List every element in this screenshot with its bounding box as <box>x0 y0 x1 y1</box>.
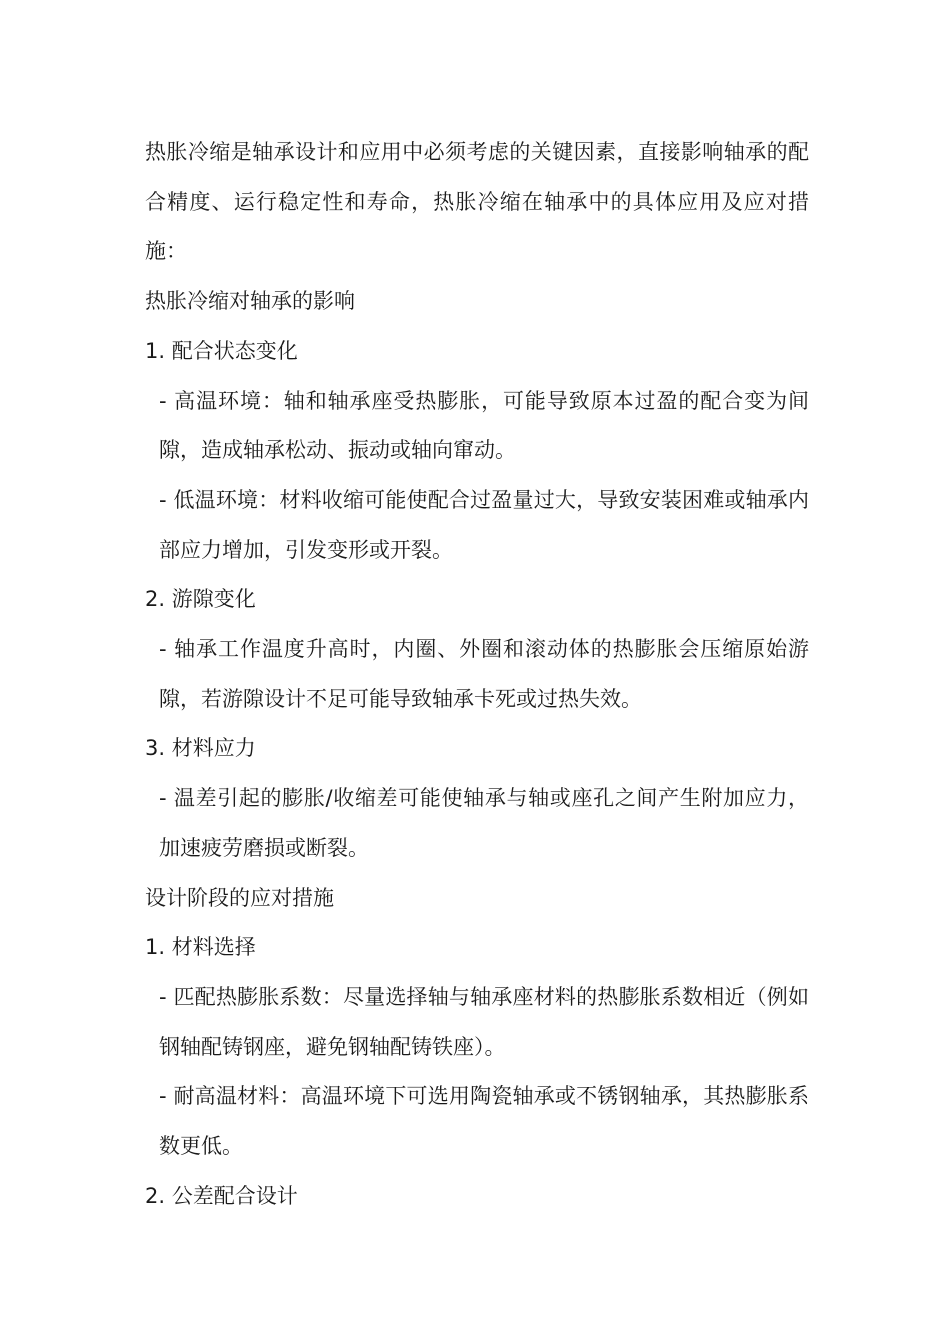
subsection-material-stress: 3. 材料应力 <box>145 736 256 761</box>
bullet-clearance: - 轴承工作温度升高时，内圈、外圈和滚动体的热膨胀会压缩原始游隙，若游隙设计不足可能导致轴承卡死或过热失效。 <box>159 637 809 711</box>
section-heading-measures: 设计阶段的应对措施 <box>145 885 334 910</box>
intro-paragraph: 热胀冷缩是轴承设计和应用中必须考虑的关键因素，直接影响轴承的配合精度、运行稳定性和寿命，热胀冷缩在轴承中的具体应用及应对措施： <box>145 140 809 264</box>
subsection-clearance-change: 2. 游隙变化 <box>145 587 256 612</box>
subsection-material-selection: 1. 材料选择 <box>145 935 256 960</box>
bullet-high-temp: - 高温环境：轴和轴承座受热膨胀，可能导致原本过盈的配合变为间隙，造成轴承松动、振动或轴向窜动。 <box>159 388 809 463</box>
bullet-expansion-match: - 匹配热膨胀系数：尽量选择轴与轴承座材料的热膨胀系数相近（例如钢轴配铸钢座，避免钢轴配铸铁座）。 <box>159 984 809 1059</box>
bullet-stress: - 温差引起的膨胀/收缩差可能使轴承与轴或座孔之间产生附加应力，加速疲劳磨损或断裂。 <box>159 786 809 860</box>
subsection-tolerance-design: 2. 公差配合设计 <box>145 1183 298 1208</box>
section-heading-effects: 热胀冷缩对轴承的影响 <box>145 289 355 314</box>
document-body <box>145 128 809 1221</box>
bullet-high-temp-material: - 耐高温材料：高温环境下可选用陶瓷轴承或不锈钢轴承，其热膨胀系数更低。 <box>159 1084 809 1159</box>
subsection-fit-change: 1. 配合状态变化 <box>145 338 298 363</box>
bullet-low-temp: - 低温环境：材料收缩可能使配合过盈量过大，导致安装困难或轴承内部应力增加，引发变形或开裂。 <box>159 487 809 562</box>
